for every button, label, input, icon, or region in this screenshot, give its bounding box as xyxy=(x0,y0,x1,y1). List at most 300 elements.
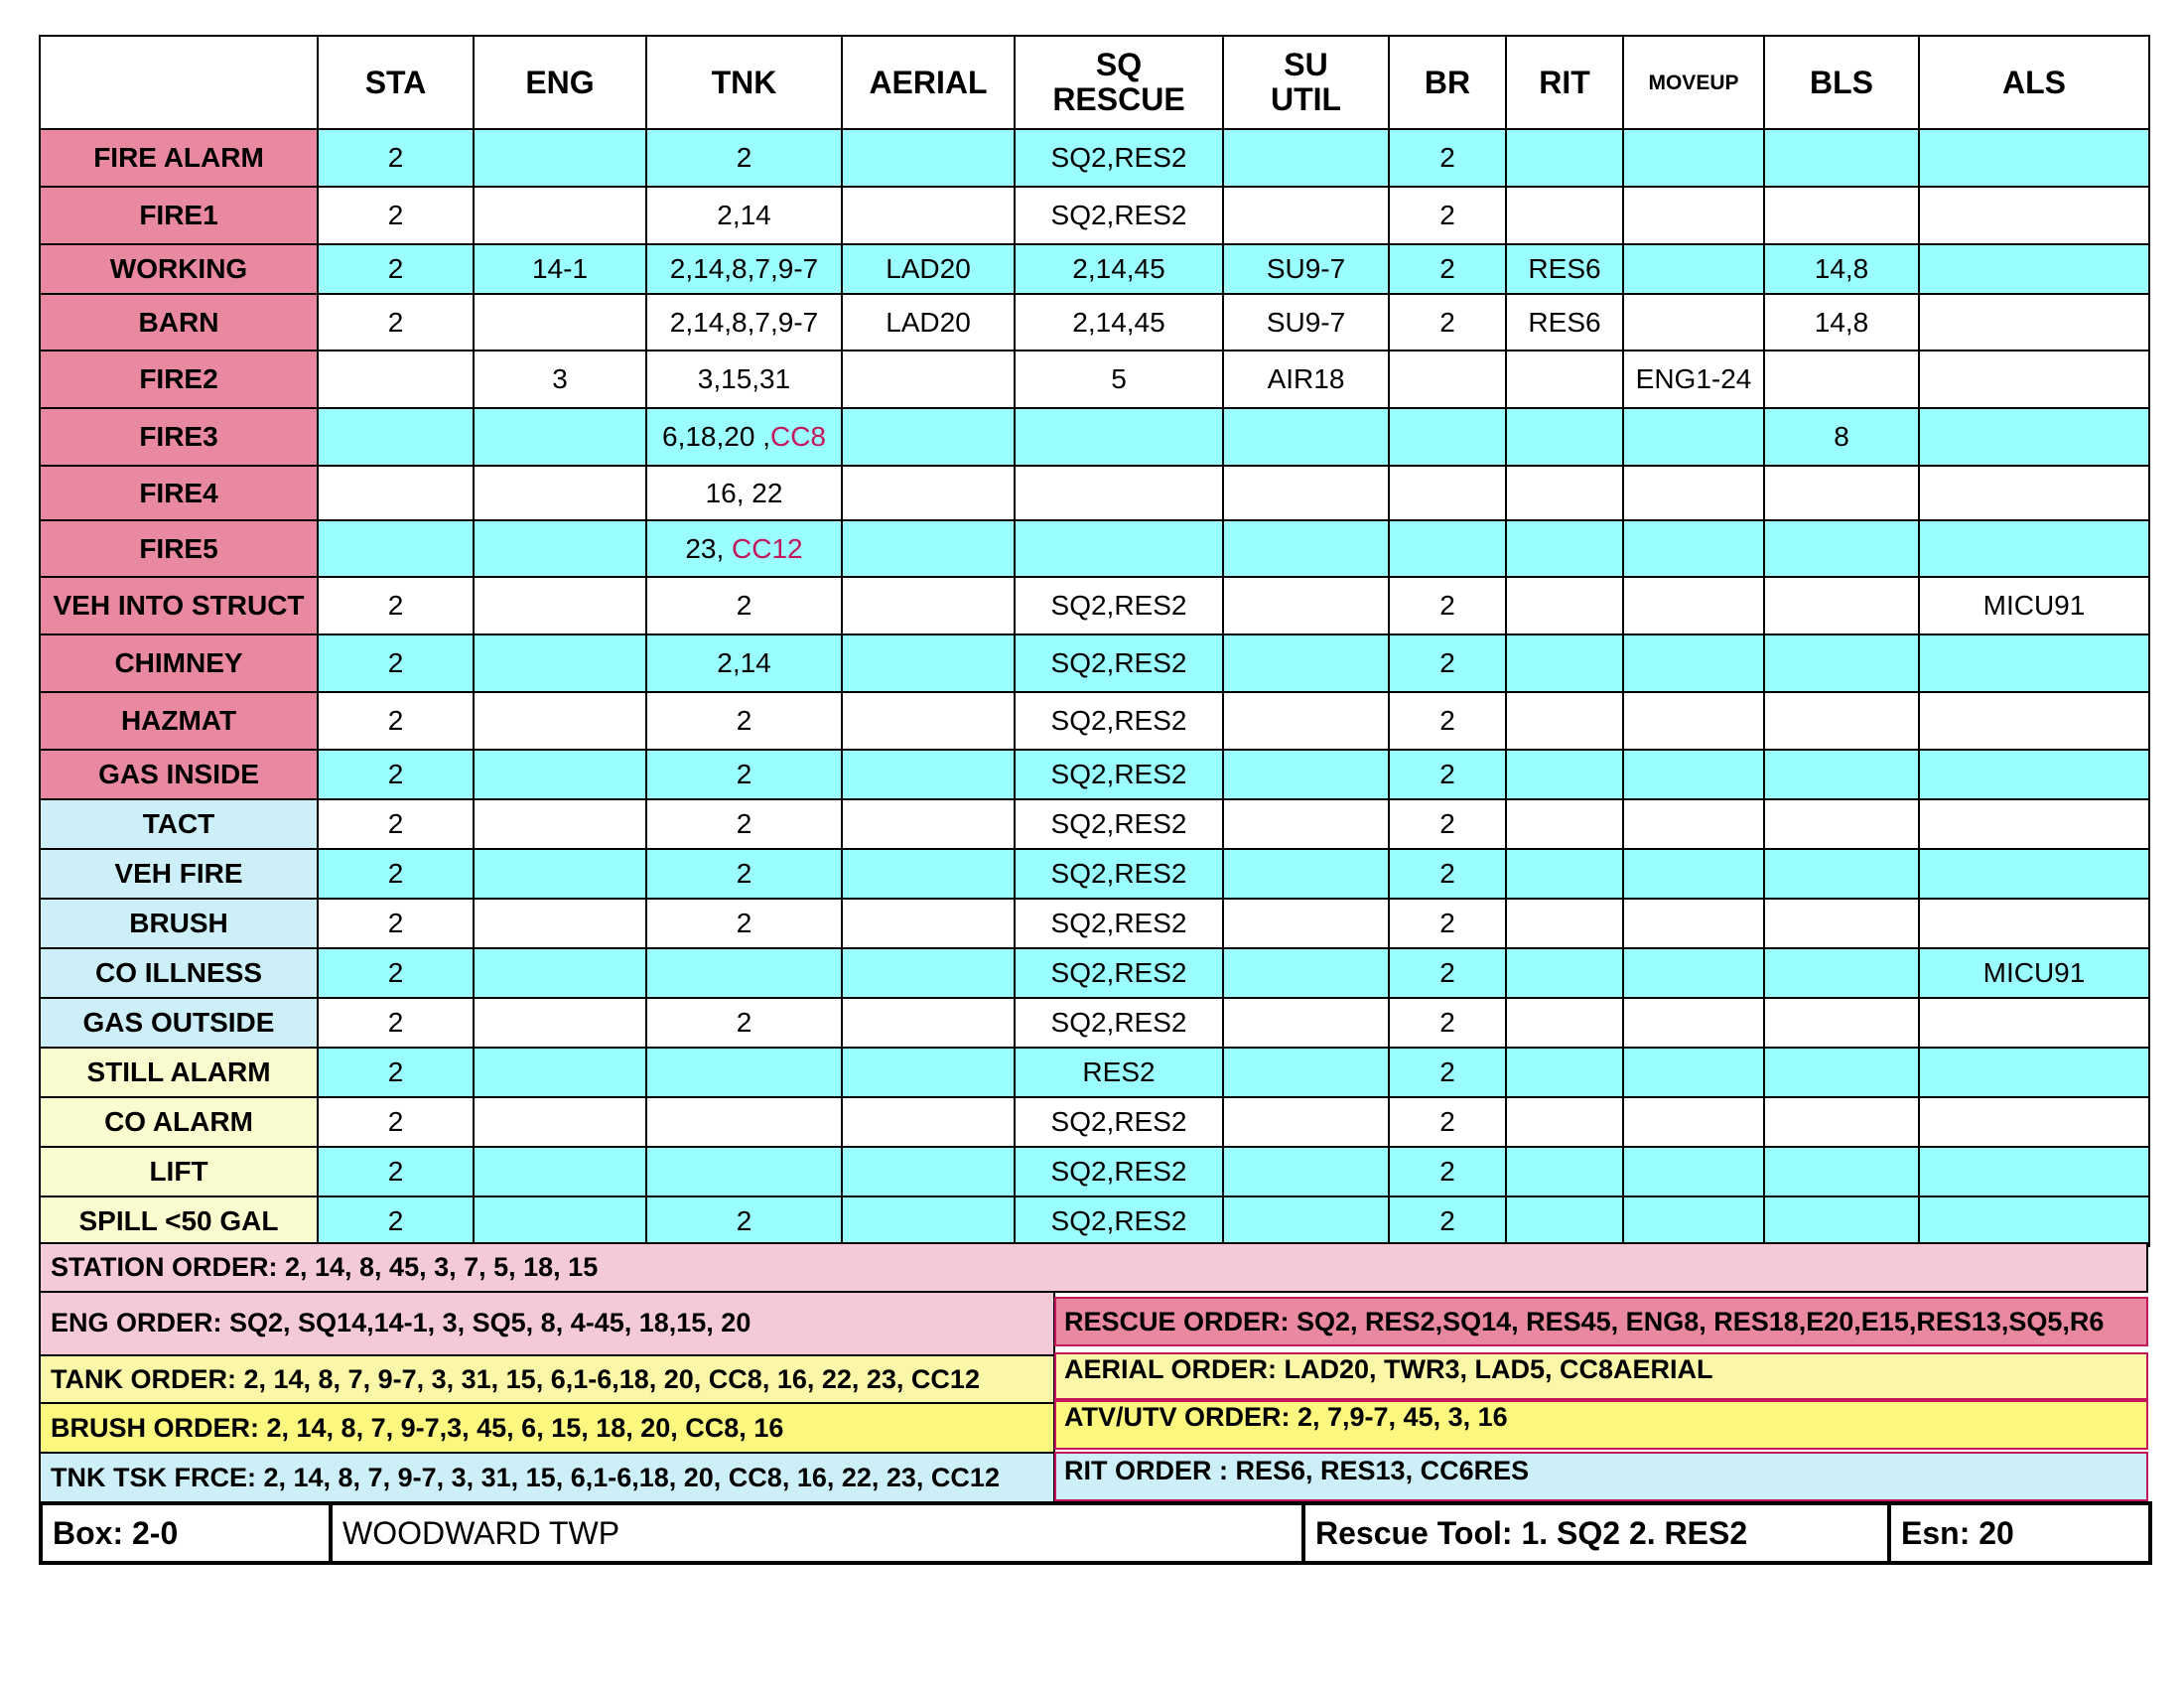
column-header: ENG xyxy=(474,36,646,129)
table-cell: SQ2,RES2 xyxy=(1015,577,1223,634)
table-cell xyxy=(842,187,1015,244)
row-label: SPILL <50 GAL xyxy=(40,1196,318,1246)
table-row xyxy=(40,948,2149,998)
row-label: FIRE5 xyxy=(40,520,318,577)
table-cell xyxy=(1623,187,1764,244)
table-cell xyxy=(1223,1097,1389,1147)
table-cell: 2 xyxy=(318,948,474,998)
column-header: TNK xyxy=(646,36,842,129)
table-cell: 2 xyxy=(646,998,842,1048)
table-cell: 2 xyxy=(1389,294,1506,351)
table-cell xyxy=(646,520,842,577)
table-row xyxy=(40,1147,2149,1196)
table-cell xyxy=(1919,998,2149,1048)
table-cell: SQ2,RES2 xyxy=(1015,1196,1223,1246)
table-cell: 2 xyxy=(646,692,842,750)
column-header: SQ RESCUE xyxy=(1015,36,1223,129)
table-cell: 2,14,8,7,9-7 xyxy=(646,294,842,351)
table-cell: SQ2,RES2 xyxy=(1015,1097,1223,1147)
table-cell xyxy=(842,799,1015,849)
table-cell xyxy=(842,692,1015,750)
table-cell xyxy=(474,948,646,998)
table-row xyxy=(40,129,2149,187)
table-cell: SQ2,RES2 xyxy=(1015,799,1223,849)
table-cell: AIR18 xyxy=(1223,351,1389,408)
table-cell xyxy=(842,750,1015,799)
table-cell xyxy=(1919,899,2149,948)
table-cell xyxy=(1623,466,1764,520)
table-cell: 2 xyxy=(318,1147,474,1196)
table-cell xyxy=(1623,129,1764,187)
table-cell xyxy=(1919,1147,2149,1196)
table-cell: 2 xyxy=(318,692,474,750)
table-cell xyxy=(1506,351,1623,408)
table-cell xyxy=(842,129,1015,187)
table-cell xyxy=(646,1048,842,1097)
column-header: BR xyxy=(1389,36,1506,129)
table-cell xyxy=(1623,692,1764,750)
table-cell xyxy=(646,948,842,998)
table-cell xyxy=(842,351,1015,408)
table-cell xyxy=(1919,750,2149,799)
table-cell xyxy=(1764,1097,1919,1147)
table-cell: 2 xyxy=(318,1048,474,1097)
table-cell xyxy=(474,466,646,520)
table-cell xyxy=(1764,750,1919,799)
table-cell xyxy=(842,1196,1015,1246)
column-header: SU UTIL xyxy=(1223,36,1389,129)
table-cell: LAD20 xyxy=(842,294,1015,351)
row-label: HAZMAT xyxy=(40,692,318,750)
table-cell: 2,14 xyxy=(646,187,842,244)
table-cell xyxy=(474,187,646,244)
table-cell xyxy=(1506,750,1623,799)
row-label: FIRE2 xyxy=(40,351,318,408)
table-cell xyxy=(1223,948,1389,998)
table-row xyxy=(40,1196,2149,1246)
table-cell: RES2 xyxy=(1015,1048,1223,1097)
table-cell: 2 xyxy=(318,998,474,1048)
row-label: FIRE4 xyxy=(40,466,318,520)
table-cell xyxy=(1623,750,1764,799)
table-cell: 2 xyxy=(1389,948,1506,998)
table-cell: 2,14,8,7,9-7 xyxy=(646,244,842,294)
table-cell xyxy=(474,1097,646,1147)
table-row xyxy=(40,408,2149,466)
table-cell xyxy=(1623,294,1764,351)
table-cell xyxy=(474,408,646,466)
table-cell: 2 xyxy=(318,899,474,948)
table-row xyxy=(40,187,2149,244)
row-label: STILL ALARM xyxy=(40,1048,318,1097)
table-cell: 2 xyxy=(1389,577,1506,634)
table-cell xyxy=(1623,408,1764,466)
tnk-tsk-frce-order: TNK TSK FRCE: 2, 14, 8, 7, 9-7, 3, 31, 15, 6,1-6,18, 20, CC8, 16, 22, 23, CC12 xyxy=(39,1452,1055,1503)
table-cell xyxy=(1506,1147,1623,1196)
table-cell xyxy=(1506,577,1623,634)
column-header: STA xyxy=(318,36,474,129)
table-cell: 2 xyxy=(646,799,842,849)
tank-order: TANK ORDER: 2, 14, 8, 7, 9-7, 3, 31, 15, 6,1-6,18, 20, CC8, 16, 22, 23, CC12 xyxy=(39,1354,1055,1404)
table-cell xyxy=(1223,520,1389,577)
table-cell xyxy=(842,1097,1015,1147)
column-header: RIT xyxy=(1506,36,1623,129)
table-cell xyxy=(842,466,1015,520)
table-cell xyxy=(1919,1048,2149,1097)
table-cell xyxy=(1919,187,2149,244)
table-cell: 2 xyxy=(1389,998,1506,1048)
table-cell xyxy=(1223,799,1389,849)
table-cell xyxy=(1764,351,1919,408)
table-cell xyxy=(1506,520,1623,577)
table-cell xyxy=(1623,998,1764,1048)
table-cell: SQ2,RES2 xyxy=(1015,1147,1223,1196)
table-cell xyxy=(1623,899,1764,948)
table-cell xyxy=(1764,129,1919,187)
table-cell xyxy=(1223,692,1389,750)
table-cell: 5 xyxy=(1015,351,1223,408)
table-cell xyxy=(1919,692,2149,750)
table-cell: SU9-7 xyxy=(1223,244,1389,294)
table-cell xyxy=(1623,1147,1764,1196)
cell-red-text: CC8 xyxy=(769,421,826,452)
table-cell xyxy=(1506,1097,1623,1147)
row-label: VEH FIRE xyxy=(40,849,318,899)
column-header: BLS xyxy=(1764,36,1919,129)
table-cell xyxy=(1389,466,1506,520)
table-cell xyxy=(1015,520,1223,577)
table-cell xyxy=(318,520,474,577)
table-cell xyxy=(1223,849,1389,899)
table-cell xyxy=(1623,799,1764,849)
table-row xyxy=(40,577,2149,634)
table-cell xyxy=(1623,577,1764,634)
table-cell: SU9-7 xyxy=(1223,294,1389,351)
row-label: FIRE ALARM xyxy=(40,129,318,187)
table-cell: LAD20 xyxy=(842,244,1015,294)
table-cell: 2 xyxy=(646,899,842,948)
table-cell xyxy=(1506,466,1623,520)
table-cell xyxy=(474,998,646,1048)
table-cell: RES6 xyxy=(1506,244,1623,294)
table-cell xyxy=(1389,351,1506,408)
township-name: WOODWARD TWP xyxy=(331,1503,1303,1563)
row-label: BARN xyxy=(40,294,318,351)
table-cell xyxy=(1223,1196,1389,1246)
table-cell xyxy=(1764,1147,1919,1196)
rescue-tool: Rescue Tool: 1. SQ2 2. RES2 xyxy=(1303,1503,1889,1563)
table-cell: 2 xyxy=(318,849,474,899)
table-row xyxy=(40,899,2149,948)
table-cell: 2 xyxy=(1389,187,1506,244)
table-cell xyxy=(1623,520,1764,577)
table-cell xyxy=(1764,520,1919,577)
table-cell xyxy=(1919,244,2149,294)
row-label: LIFT xyxy=(40,1147,318,1196)
table-cell xyxy=(1764,998,1919,1048)
row-label: CO ILLNESS xyxy=(40,948,318,998)
table-cell xyxy=(1506,899,1623,948)
table-cell xyxy=(318,466,474,520)
table-cell xyxy=(474,577,646,634)
table-cell xyxy=(474,520,646,577)
table-cell xyxy=(1223,408,1389,466)
table-cell xyxy=(474,750,646,799)
table-cell xyxy=(842,1048,1015,1097)
table-cell: 2 xyxy=(318,244,474,294)
table-cell xyxy=(1506,1196,1623,1246)
table-cell: 2 xyxy=(1389,244,1506,294)
column-header: ALS xyxy=(1919,36,2149,129)
table-cell xyxy=(1764,1196,1919,1246)
table-cell: 2 xyxy=(1389,634,1506,692)
table-cell xyxy=(842,408,1015,466)
station-order: STATION ORDER: 2, 14, 8, 45, 3, 7, 5, 18, 15 xyxy=(39,1242,2148,1293)
table-cell: 2 xyxy=(318,187,474,244)
table-cell xyxy=(842,634,1015,692)
table-row xyxy=(40,466,2149,520)
table-cell xyxy=(1764,899,1919,948)
table-cell xyxy=(1919,1097,2149,1147)
table-cell: 8 xyxy=(1764,408,1919,466)
table-cell xyxy=(474,799,646,849)
header-row xyxy=(40,36,2149,129)
table-cell: RES6 xyxy=(1506,294,1623,351)
table-cell: 2 xyxy=(318,634,474,692)
table-cell: 2 xyxy=(1389,1048,1506,1097)
table-cell xyxy=(1015,466,1223,520)
table-cell xyxy=(842,948,1015,998)
table-row xyxy=(40,634,2149,692)
atv-utv-order: ATV/UTV ORDER: 2, 7,9-7, 45, 3, 16 xyxy=(1054,1400,2148,1450)
table-cell xyxy=(1223,998,1389,1048)
table-cell xyxy=(474,1196,646,1246)
table-cell: 14,8 xyxy=(1764,294,1919,351)
table-cell: 2 xyxy=(1389,799,1506,849)
table-cell: 16, 22 xyxy=(646,466,842,520)
table-cell xyxy=(1764,948,1919,998)
table-cell: 2 xyxy=(646,129,842,187)
table-cell xyxy=(1764,634,1919,692)
table-cell xyxy=(474,692,646,750)
row-label: CO ALARM xyxy=(40,1097,318,1147)
table-cell xyxy=(474,294,646,351)
table-row xyxy=(40,351,2149,408)
table-cell xyxy=(474,849,646,899)
table-row xyxy=(40,998,2149,1048)
table-cell xyxy=(1919,799,2149,849)
table-cell: SQ2,RES2 xyxy=(1015,692,1223,750)
row-label: VEH INTO STRUCT xyxy=(40,577,318,634)
table-cell xyxy=(1223,1147,1389,1196)
table-cell xyxy=(842,1147,1015,1196)
table-cell xyxy=(646,1097,842,1147)
table-cell xyxy=(1223,466,1389,520)
table-row xyxy=(40,750,2149,799)
table-cell: 2 xyxy=(1389,1097,1506,1147)
table-cell xyxy=(1506,1048,1623,1097)
table-row xyxy=(40,849,2149,899)
dispatch-grid xyxy=(39,35,2150,1247)
table-cell xyxy=(1223,187,1389,244)
table-cell: 2 xyxy=(318,799,474,849)
table-cell: SQ2,RES2 xyxy=(1015,634,1223,692)
table-cell: 2 xyxy=(318,577,474,634)
table-cell: 3 xyxy=(474,351,646,408)
table-cell xyxy=(1223,634,1389,692)
table-cell: 2 xyxy=(646,849,842,899)
table-cell: 2,14 xyxy=(646,634,842,692)
table-row xyxy=(40,1048,2149,1097)
table-cell xyxy=(474,634,646,692)
brush-order: BRUSH ORDER: 2, 14, 8, 7, 9-7,3, 45, 6, 15, 18, 20, CC8, 16 xyxy=(39,1402,1055,1454)
table-cell xyxy=(1506,634,1623,692)
table-cell xyxy=(1389,520,1506,577)
table-cell xyxy=(1919,129,2149,187)
row-label: TACT xyxy=(40,799,318,849)
table-row xyxy=(40,692,2149,750)
rit-order: RIT ORDER : RES6, RES13, CC6RES xyxy=(1054,1452,2148,1501)
table-cell: 2 xyxy=(318,294,474,351)
table-cell xyxy=(1764,799,1919,849)
table-cell xyxy=(646,408,842,466)
table-cell xyxy=(1623,849,1764,899)
table-cell xyxy=(1506,692,1623,750)
table-cell: 2 xyxy=(1389,1147,1506,1196)
table-cell: ENG1-24 xyxy=(1623,351,1764,408)
row-label: FIRE3 xyxy=(40,408,318,466)
table-cell: SQ2,RES2 xyxy=(1015,129,1223,187)
header-corner xyxy=(40,36,318,129)
table-cell xyxy=(842,577,1015,634)
table-cell xyxy=(646,1147,842,1196)
row-label: WORKING xyxy=(40,244,318,294)
table-row xyxy=(40,294,2149,351)
table-cell xyxy=(1389,408,1506,466)
box-number: Box: 2-0 xyxy=(41,1503,331,1563)
table-cell xyxy=(474,899,646,948)
table-cell xyxy=(842,998,1015,1048)
table-cell: 2 xyxy=(318,129,474,187)
table-cell xyxy=(1623,1048,1764,1097)
table-cell xyxy=(1919,520,2149,577)
table-cell xyxy=(1223,899,1389,948)
table-cell xyxy=(842,520,1015,577)
table-cell: 2,14,45 xyxy=(1015,294,1223,351)
table-cell xyxy=(1623,634,1764,692)
table-cell xyxy=(1506,998,1623,1048)
table-cell xyxy=(1623,948,1764,998)
table-row xyxy=(40,244,2149,294)
table-cell: SQ2,RES2 xyxy=(1015,187,1223,244)
table-cell xyxy=(474,1048,646,1097)
table-cell: 14-1 xyxy=(474,244,646,294)
table-cell: 2 xyxy=(1389,899,1506,948)
esn-number: Esn: 20 xyxy=(1889,1503,2150,1563)
table-cell xyxy=(1506,408,1623,466)
table-cell: SQ2,RES2 xyxy=(1015,849,1223,899)
table-cell xyxy=(1764,577,1919,634)
table-cell xyxy=(1919,849,2149,899)
table-cell xyxy=(1623,1196,1764,1246)
table-cell xyxy=(1506,849,1623,899)
row-label: BRUSH xyxy=(40,899,318,948)
table-cell xyxy=(842,899,1015,948)
table-cell xyxy=(318,351,474,408)
table-row xyxy=(40,799,2149,849)
table-cell: 2 xyxy=(1389,750,1506,799)
table-cell xyxy=(1506,799,1623,849)
cell-text: 6,18,20 , xyxy=(662,421,770,452)
table-cell xyxy=(1919,1196,2149,1246)
table-cell: 2 xyxy=(1389,692,1506,750)
table-cell xyxy=(1506,129,1623,187)
table-cell: SQ2,RES2 xyxy=(1015,899,1223,948)
table-cell: 2 xyxy=(646,1196,842,1246)
table-row xyxy=(40,520,2149,577)
table-cell: SQ2,RES2 xyxy=(1015,750,1223,799)
table-cell xyxy=(1764,1048,1919,1097)
table-cell: 2 xyxy=(1389,849,1506,899)
table-cell: MICU91 xyxy=(1919,577,2149,634)
table-cell xyxy=(1223,750,1389,799)
table-cell xyxy=(1015,408,1223,466)
table-cell: 2 xyxy=(1389,129,1506,187)
table-cell: 3,15,31 xyxy=(646,351,842,408)
row-label: GAS OUTSIDE xyxy=(40,998,318,1048)
table-cell xyxy=(474,1147,646,1196)
row-label: FIRE1 xyxy=(40,187,318,244)
rescue-order: RESCUE ORDER: SQ2, RES2,SQ14, RES45, ENG8, RES18,E20,E15,RES13,SQ5,R6 xyxy=(1054,1297,2148,1346)
eng-order: ENG ORDER: SQ2, SQ14,14-1, 3, SQ5, 8, 4-45, 18,15, 20 xyxy=(39,1291,1055,1356)
table-cell xyxy=(842,849,1015,899)
cell-text: 23, xyxy=(685,532,733,564)
aerial-order: AERIAL ORDER: LAD20, TWR3, LAD5, CC8AERIAL xyxy=(1054,1352,2148,1400)
row-label: CHIMNEY xyxy=(40,634,318,692)
table-cell: 14,8 xyxy=(1764,244,1919,294)
table-cell: SQ2,RES2 xyxy=(1015,998,1223,1048)
table-cell: 2 xyxy=(646,577,842,634)
table-cell xyxy=(1764,692,1919,750)
table-cell: 2 xyxy=(318,750,474,799)
table-cell xyxy=(1764,187,1919,244)
table-cell xyxy=(1623,244,1764,294)
footer-table xyxy=(39,1501,2152,1565)
table-cell xyxy=(474,129,646,187)
table-cell: 2,14,45 xyxy=(1015,244,1223,294)
table-cell xyxy=(1919,294,2149,351)
cell-red-text: CC12 xyxy=(732,532,803,564)
table-cell: 2 xyxy=(318,1196,474,1246)
table-cell xyxy=(1223,1048,1389,1097)
table-cell xyxy=(1764,849,1919,899)
table-cell xyxy=(1623,1097,1764,1147)
row-label: GAS INSIDE xyxy=(40,750,318,799)
column-header: AERIAL xyxy=(842,36,1015,129)
table-row xyxy=(40,1097,2149,1147)
table-cell xyxy=(1223,129,1389,187)
table-cell xyxy=(1506,187,1623,244)
table-cell: MICU91 xyxy=(1919,948,2149,998)
table-cell: 2 xyxy=(318,1097,474,1147)
table-cell xyxy=(1919,408,2149,466)
table-cell xyxy=(1223,577,1389,634)
table-cell xyxy=(1919,634,2149,692)
table-cell xyxy=(1919,466,2149,520)
table-cell xyxy=(1764,466,1919,520)
table-cell xyxy=(1919,351,2149,408)
table-cell: SQ2,RES2 xyxy=(1015,948,1223,998)
